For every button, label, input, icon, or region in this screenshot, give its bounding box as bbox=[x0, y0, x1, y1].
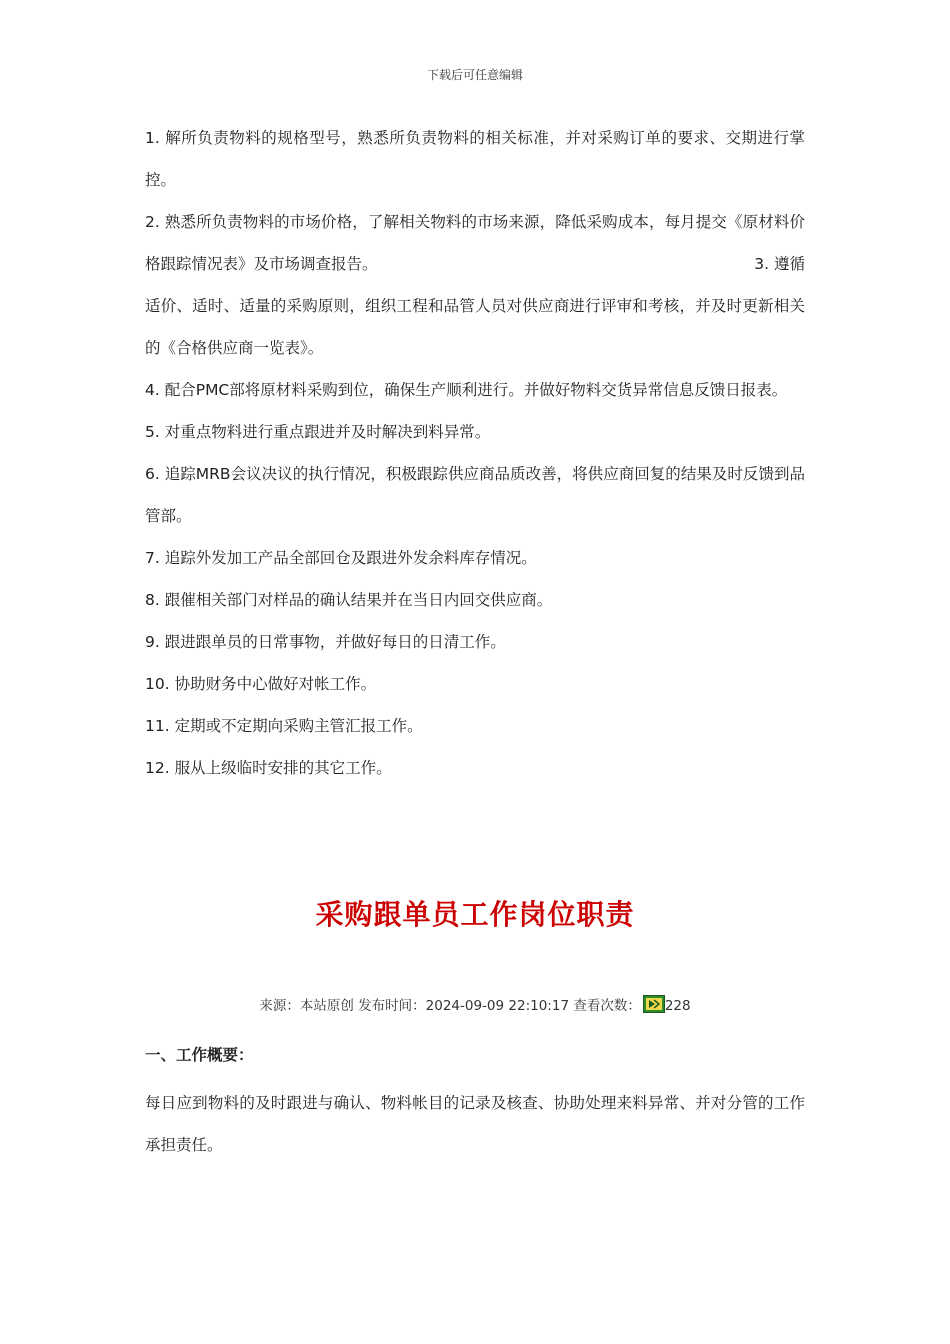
work-overview-section bbox=[145, 1040, 805, 1166]
duty-item-1: 1. 解所负责物料的规格型号，熟悉所负责物料的相关标准，并对采购订单的要求、交期进行掌控。 bbox=[145, 129, 805, 189]
duty-item-4: 4. 配合PMC部将原材料采购到位，确保生产顺利进行。并做好物料交货异常信息反馈日报表。 bbox=[145, 381, 788, 399]
duty-item-2-text: 2. 熟悉所负责物料的市场价格，了解相关物料的市场来源，降低采购成本，每月提交《原材料价格跟踪情况表》及市场调查报告。 bbox=[145, 213, 805, 273]
section-heading: 一、工作概要： bbox=[145, 1046, 254, 1064]
duty-item-12: 12. 服从上级临时安排的其它工作。 bbox=[145, 759, 392, 777]
duty-item-7: 7. 追踪外发加工产品全部回仓及跟进外发余料库存情况。 bbox=[145, 549, 537, 567]
views-count: 228 bbox=[664, 998, 691, 1014]
duty-item-5: 5. 对重点物料进行重点跟进并及时解决到料异常。 bbox=[145, 423, 491, 441]
duty-item-2 bbox=[145, 201, 805, 285]
publish-time: 2024-09-09 22:10:17 bbox=[425, 998, 570, 1014]
article-meta bbox=[0, 994, 950, 1014]
duties-list bbox=[145, 117, 805, 789]
meta-prefix: 来源：本站原创 发布时间： bbox=[259, 998, 426, 1014]
views-label: 查看次数： bbox=[569, 998, 641, 1014]
duty-item-11: 11. 定期或不定期向采购主管汇报工作。 bbox=[145, 717, 423, 735]
duty-item-6: 6. 追踪MRB会议决议的执行情况，积极跟踪供应商品质改善，将供应商回复的结果及时反馈到品管部。 bbox=[145, 465, 805, 525]
section-body: 每日应到物料的及时跟进与确认、物料帐目的记录及核查、协助处理来料异常、并对分管的工作承担责任。 bbox=[145, 1094, 805, 1154]
duty-item-10: 10. 协助财务中心做好对帐工作。 bbox=[145, 675, 377, 693]
duty-item-3-number: 3. 遵循 bbox=[754, 255, 805, 273]
article-title: 采购跟单员工作岗位职责 bbox=[315, 898, 635, 931]
header-note: 下载后可任意编辑 bbox=[426, 68, 523, 82]
view-count-icon bbox=[643, 995, 665, 1013]
duty-item-8: 8. 跟催相关部门对样品的确认结果并在当日内回交供应商。 bbox=[145, 591, 553, 609]
duty-item-3: 适价、适时、适量的采购原则，组织工程和品管人员对供应商进行评审和考核，并及时更新相关的《合格供应商一览表》。 bbox=[145, 297, 805, 357]
duty-item-9: 9. 跟进跟单员的日常事物，并做好每日的日清工作。 bbox=[145, 633, 506, 651]
